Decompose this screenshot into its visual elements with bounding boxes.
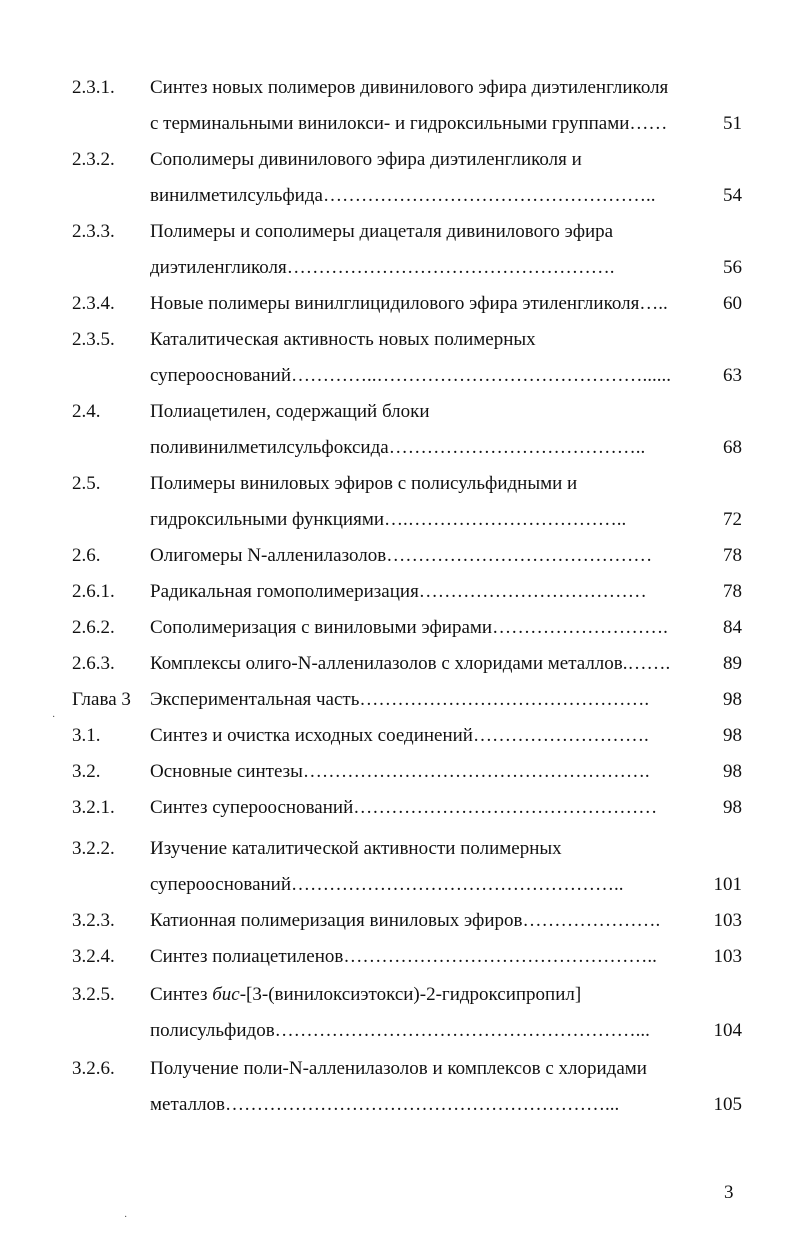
- toc-entry: [0, 941, 798, 973]
- toc-entry-number: 2.3.4.: [72, 293, 115, 314]
- toc-entry: [0, 576, 798, 608]
- toc-entry-title: Получение поли-N-алленилазолов и комплексов с хлоридами: [150, 1058, 647, 1079]
- toc-entry-page: 103: [713, 910, 742, 931]
- toc-entry-page: 105: [713, 1094, 742, 1115]
- scan-speck: ·: [124, 1212, 128, 1223]
- toc-entry-title: Полимеры и сополимеры диацеталя дивинилового эфира: [150, 221, 614, 242]
- page-number: 3: [724, 1182, 734, 1203]
- toc-entry-number: 3.2.6.: [72, 1058, 115, 1079]
- toc-entry-number: 2.6.: [72, 545, 101, 566]
- toc-entry-number: 2.3.3.: [72, 221, 115, 242]
- toc-entry-title: Сополимеризация с виниловыми эфирами……………………….: [150, 617, 668, 638]
- toc-entry-number: 2.3.5.: [72, 329, 115, 350]
- toc-entry-title: Синтез полиацетиленов…………………………………………..: [150, 946, 657, 967]
- toc-entry-number: Глава 3: [72, 689, 131, 710]
- toc-entry-title: поливинилметилсульфоксида…………………………………..: [150, 437, 646, 458]
- toc-entry-title: Катионная полимеризация виниловых эфиров………………….: [150, 910, 661, 931]
- toc-entry-number: 2.3.2.: [72, 149, 115, 170]
- toc-entry-page: 98: [723, 797, 742, 818]
- toc-entry: [0, 288, 798, 320]
- toc-entry: [0, 540, 798, 572]
- toc-entry-title: с терминальными винилокси- и гидроксильными группами……: [150, 113, 668, 134]
- toc-entry-title: Синтез суперооснований…………………………………………: [150, 797, 658, 818]
- toc-entry-title: суперооснований……………………………………………..: [150, 874, 624, 895]
- toc-entry: [0, 1053, 798, 1085]
- toc-entry-title: Полимеры виниловых эфиров с полисульфидными и: [150, 473, 578, 494]
- toc-entry-continuation: [0, 1089, 798, 1121]
- toc-entry-title: Радикальная гомополимеризация………………………………: [150, 581, 647, 602]
- toc-entry-title: Комплексы олиго-N-алленилазолов с хлоридами металлов.…….: [150, 653, 671, 674]
- toc-entry: [0, 648, 798, 680]
- toc-entry-page: 54: [723, 185, 742, 206]
- toc-entry-title: Олигомеры N-алленилазолов……………………………………: [150, 545, 653, 566]
- toc-entry-continuation: [0, 108, 798, 140]
- toc-entry: [0, 792, 798, 824]
- toc-entry-page: 72: [723, 509, 742, 530]
- toc-entry-number: 3.2.5.: [72, 984, 115, 1005]
- toc-entry-title: металлов……………………………………………………...: [150, 1094, 620, 1115]
- toc-entry-continuation: [0, 180, 798, 212]
- toc-entry-title: гидроксильными функциями….……………………………..: [150, 509, 627, 530]
- toc-entry-number: 3.2.2.: [72, 838, 115, 859]
- toc-entry-number: 2.6.1.: [72, 581, 115, 602]
- toc-entry-number: 3.2.1.: [72, 797, 115, 818]
- toc-entry-page: 98: [723, 761, 742, 782]
- toc-entry: [0, 612, 798, 644]
- toc-entry: [0, 468, 798, 500]
- toc-entry: [0, 684, 798, 716]
- toc-entry-title: Синтез бис-[3-(винилоксиэтокси)-2-гидроксипропил]: [150, 984, 582, 1005]
- toc-entry-number: 2.5.: [72, 473, 101, 494]
- toc-entry-title: Новые полимеры винилглицидилового эфира этиленгликоля…..: [150, 293, 668, 314]
- toc-entry: [0, 905, 798, 937]
- toc-entry-continuation: [0, 504, 798, 536]
- toc-entry-title: суперооснований…………..……………………………………......: [150, 365, 672, 386]
- toc-entry-title: винилметилсульфида……………………………………………..: [150, 185, 656, 206]
- toc-entry-page: 63: [723, 365, 742, 386]
- toc-entry-title: Каталитическая активность новых полимерных: [150, 329, 536, 350]
- toc-entry: [0, 324, 798, 356]
- toc-entry-number: 2.4.: [72, 401, 101, 422]
- toc-entry-page: 101: [713, 874, 742, 895]
- toc-entry-page: 98: [723, 725, 742, 746]
- toc-entry: [0, 396, 798, 428]
- toc-entry-continuation: [0, 432, 798, 464]
- toc-entry-title: диэтиленгликоля…………………………………………….: [150, 257, 615, 278]
- toc-entry-number: 3.2.4.: [72, 946, 115, 967]
- toc-entry: [0, 144, 798, 176]
- toc-entry-title: полисульфидов…………………………………………………...: [150, 1020, 650, 1041]
- toc-entry-page: 98: [723, 689, 742, 710]
- toc-entry: [0, 979, 798, 1011]
- toc-entry-title: Синтез и очистка исходных соединений……………………….: [150, 725, 649, 746]
- toc-entry-title: Сополимеры дивинилового эфира диэтиленгликоля и: [150, 149, 582, 170]
- scan-speck: ·: [52, 712, 56, 723]
- toc-entry-number: 2.6.2.: [72, 617, 115, 638]
- toc-entry-page: 103: [713, 946, 742, 967]
- toc-entry-continuation: [0, 869, 798, 901]
- toc-entry-page: 78: [723, 581, 742, 602]
- toc-entry: [0, 72, 798, 104]
- toc-entry: [0, 216, 798, 248]
- toc-entry-number: 2.3.1.: [72, 77, 115, 98]
- toc-entry-page: 60: [723, 293, 742, 314]
- toc-entry-title: Основные синтезы……………………………………………….: [150, 761, 650, 782]
- toc-entry-page: 104: [713, 1020, 742, 1041]
- toc-entry-title: Полиацетилен, содержащий блоки: [150, 401, 430, 422]
- toc-entry: [0, 720, 798, 752]
- toc-entry-continuation: [0, 252, 798, 284]
- toc-entry-continuation: [0, 1015, 798, 1047]
- toc-entry-page: 84: [723, 617, 742, 638]
- toc-entry-title: Изучение каталитической активности полимерных: [150, 838, 562, 859]
- toc-entry-continuation: [0, 360, 798, 392]
- toc-entry-number: 3.2.: [72, 761, 101, 782]
- toc-entry-number: 3.1.: [72, 725, 101, 746]
- toc-entry-number: 3.2.3.: [72, 910, 115, 931]
- toc-entry-page: 89: [723, 653, 742, 674]
- toc-entry: [0, 756, 798, 788]
- toc-entry-page: 68: [723, 437, 742, 458]
- toc-entry-title: Экспериментальная часть……………………………………….: [150, 689, 650, 710]
- toc-entry: [0, 833, 798, 865]
- toc-entry-title: Синтез новых полимеров дивинилового эфира диэтиленгликоля: [150, 77, 669, 98]
- toc-entry-page: 78: [723, 545, 742, 566]
- toc-entry-page: 56: [723, 257, 742, 278]
- toc-entry-number: 2.6.3.: [72, 653, 115, 674]
- toc-entry-page: 51: [723, 113, 742, 134]
